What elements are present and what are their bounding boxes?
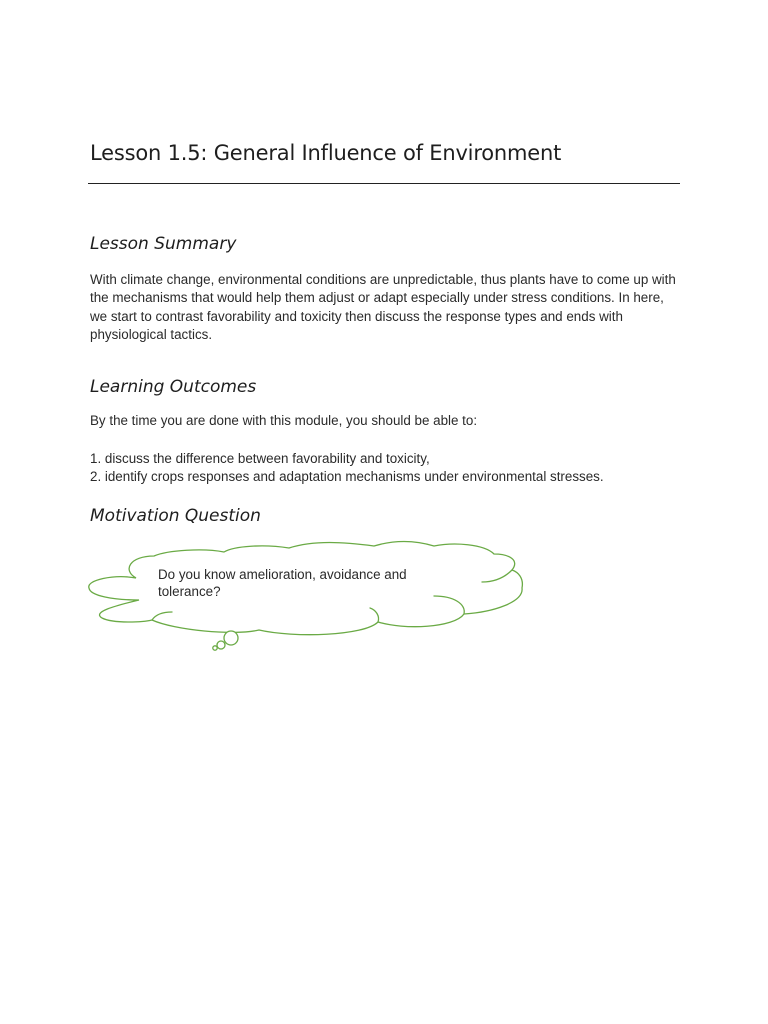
page-title: Lesson 1.5: General Influence of Environment (90, 141, 562, 165)
learning-outcomes-heading: Learning Outcomes (90, 377, 257, 397)
lesson-summary-heading: Lesson Summary (90, 234, 237, 254)
list-item: 1. discuss the difference between favorability and toxicity, (90, 451, 430, 466)
thought-cloud-callout (84, 538, 530, 658)
learning-outcomes-list (90, 450, 604, 487)
lesson-summary-text: With climate change, environmental conditions are unpredictable, thus plants have to come up with the mechanisms that would help them adjust or adapt especially under stress conditions. In here, we start to contrast favorability and toxicity then discuss the response types and ends with physiological tactics. (90, 272, 676, 342)
motivation-question-heading: Motivation Question (90, 506, 261, 526)
title-divider (88, 183, 680, 184)
motivation-question-text: Do you know amelioration, avoidance and tolerance? (158, 567, 407, 599)
learning-outcomes-intro: By the time you are done with this module, you should be able to: (90, 413, 478, 428)
list-item: 2. identify crops responses and adaptation mechanisms under environmental stresses. (90, 469, 604, 485)
